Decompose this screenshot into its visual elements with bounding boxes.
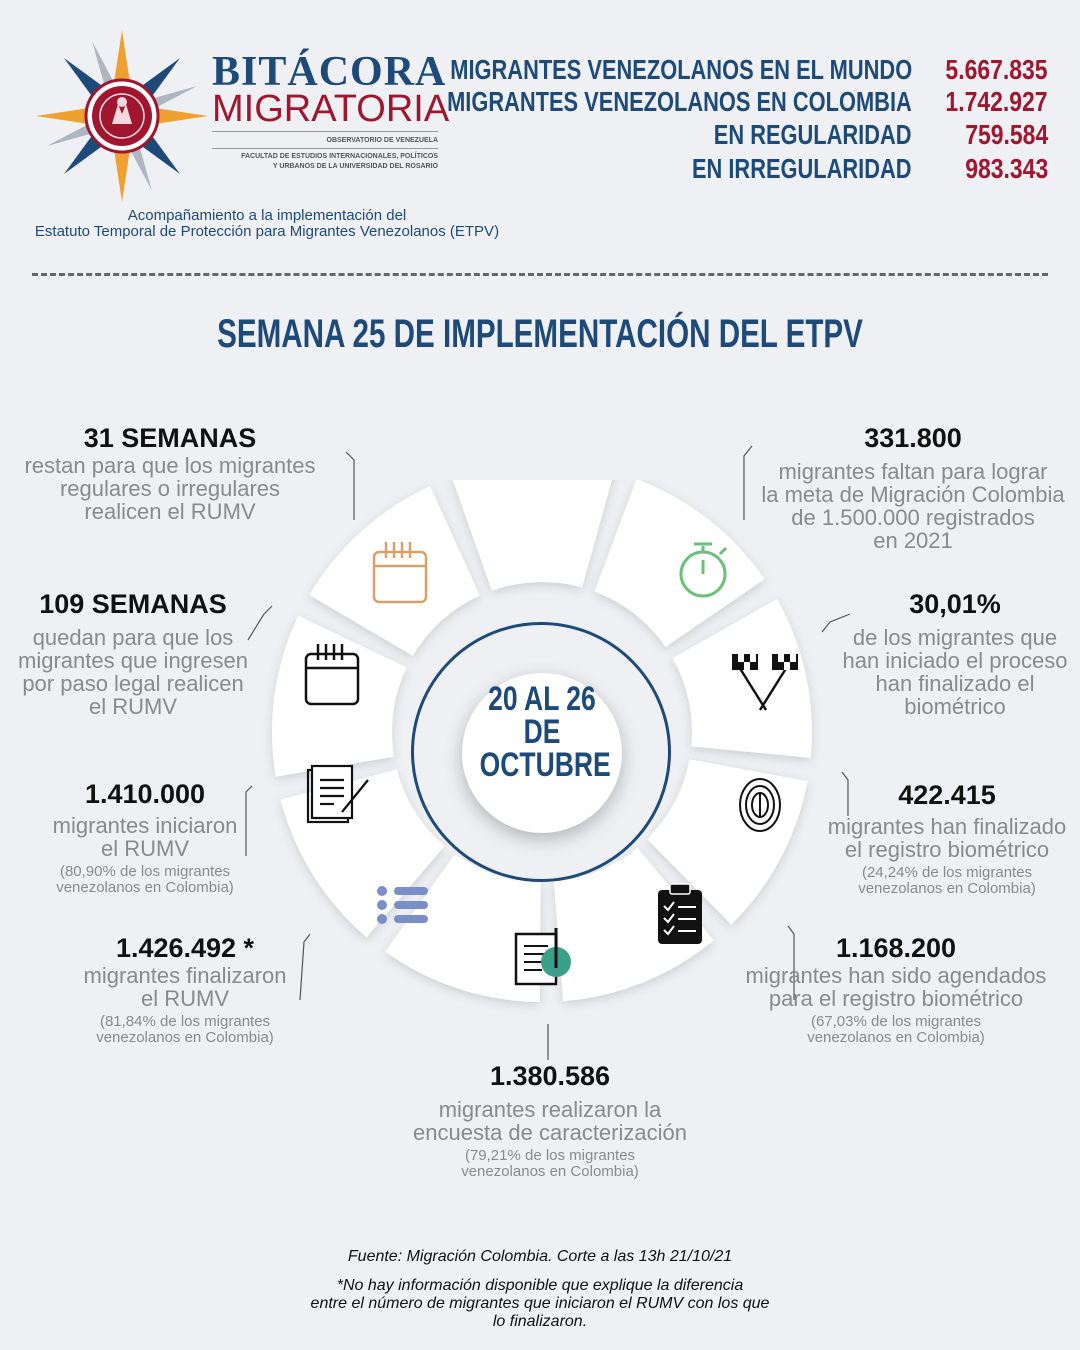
stat-label-world: MIGRANTES VENEZOLANOS EN EL MUNDO: [450, 54, 912, 85]
stat-biometric-desc1: migrantes han finalizado: [827, 814, 1067, 839]
stat-biometric-number: 422.415: [898, 780, 996, 810]
stat-scheduled-note1: (67,03% de los migrantes: [810, 1013, 982, 1030]
stat-31-weeks-desc2: regulares o irregulares: [59, 476, 281, 501]
stat-survey-desc2: encuesta de caracterización: [413, 1120, 687, 1145]
stat-value-colombia: 1.742.927: [945, 86, 1048, 117]
stat-block-started-rumv: [0, 779, 290, 896]
footer-note: [240, 1277, 840, 1331]
stat-label-regular: EN REGULARIDAD: [714, 119, 912, 150]
stat-scheduled-note2: venezolanos en Colombia): [807, 1029, 985, 1046]
stat-scheduled-number: 1.168.200: [835, 933, 957, 963]
stat-block-percent: [830, 589, 1080, 718]
footer-note-line1: *No hay información disponible que explique la diferencia: [336, 1277, 744, 1294]
stat-scheduled-desc1: migrantes han sido agendados: [745, 963, 1047, 988]
stat-survey-number: 1.380.586: [489, 1061, 611, 1091]
stat-percent-desc2: han iniciado el proceso: [842, 648, 1068, 673]
week-title: SEMANA 25 DE IMPLEMENTACIÓN DEL ETPV: [217, 312, 863, 356]
stat-label-colombia: MIGRANTES VENEZOLANOS EN COLOMBIA: [447, 86, 912, 117]
brand-title-1: BITÁCORA: [212, 49, 447, 95]
stat-block-biometric: [814, 780, 1080, 897]
stat-109-weeks-desc2: migrantes que ingresen: [18, 648, 248, 673]
stat-109-weeks-number: 109 SEMANAS: [39, 589, 227, 619]
stat-31-weeks-desc1: restan para que los migrantes: [24, 453, 316, 478]
stat-missing-desc1: migrantes faltan para lograr: [778, 459, 1048, 484]
stat-percent-desc4: biométrico: [904, 694, 1006, 719]
stat-missing-desc4: en 2021: [873, 528, 953, 553]
stat-scheduled-desc2: para el registro biométrico: [768, 986, 1024, 1011]
footer-note-line3: lo finalizaron.: [492, 1313, 588, 1330]
center-date-line1: 20 AL 26: [488, 680, 596, 718]
tagline-line2: Estatuto Temporal de Protección para Migrantes Venezolanos (ETPV): [34, 223, 500, 240]
brand-observatory: OBSERVATORIO DE VENEZUELA: [326, 137, 438, 144]
stat-label-irregular: EN IRREGULARIDAD: [692, 153, 912, 184]
stat-31-weeks-desc3: realicen el RUMV: [84, 499, 256, 524]
footer-source: Fuente: Migración Colombia. Corte a las 13h 21/10/21: [347, 1248, 733, 1265]
stat-finished-note1: (81,84% de los migrantes: [99, 1013, 271, 1030]
stat-value-world: 5.667.835: [945, 54, 1048, 85]
footer-note-line2: entre el número de migrantes que iniciaron el RUMV con los que: [310, 1295, 770, 1312]
stat-finished-note2: venezolanos en Colombia): [96, 1029, 274, 1046]
stat-percent-desc3: han finalizado el: [875, 671, 1035, 696]
stat-missing-desc2: la meta de Migración Colombia: [761, 482, 1065, 507]
stat-109-weeks-desc3: por paso legal realicen: [22, 671, 244, 696]
brand-faculty-line2: Y URBANOS DE LA UNIVERSIDAD DEL ROSARIO: [272, 163, 438, 170]
brand-title-2: MIGRATORIA: [212, 88, 450, 130]
stat-value-irregular: 983.343: [965, 153, 1048, 184]
stat-survey-note2: venezolanos en Colombia): [461, 1163, 639, 1180]
stat-109-weeks-desc4: el RUMV: [88, 694, 177, 719]
stat-finished-number: 1.426.492 *: [115, 933, 255, 963]
stat-block-scheduled: [726, 933, 1066, 1046]
stat-started-desc2: el RUMV: [100, 836, 189, 861]
stat-finished-desc1: migrantes finalizaron: [83, 963, 287, 988]
center-date-line2: DE: [523, 713, 561, 751]
stat-value-regular: 759.584: [965, 119, 1048, 150]
stat-percent-desc1: de los migrantes que: [852, 625, 1058, 650]
stat-percent-number: 30,01%: [909, 589, 1001, 619]
stat-finished-desc2: el RUMV: [140, 986, 229, 1011]
stat-started-note1: (80,90% de los migrantes: [59, 863, 231, 880]
stat-started-desc1: migrantes iniciaron: [52, 813, 238, 838]
stat-block-31-weeks: [0, 423, 340, 523]
stat-biometric-note1: (24,24% de los migrantes: [861, 864, 1033, 881]
stat-started-note2: venezolanos en Colombia): [56, 879, 234, 896]
stat-block-finished-rumv: [40, 933, 330, 1046]
stat-biometric-note2: venezolanos en Colombia): [858, 880, 1036, 897]
stat-block-109-weeks: [0, 589, 266, 718]
stat-31-weeks-number: 31 SEMANAS: [83, 423, 257, 453]
stat-started-number: 1.410.000: [84, 779, 206, 809]
stat-block-survey: [380, 1061, 720, 1180]
stat-missing-number: 331.800: [864, 423, 962, 453]
stat-biometric-desc2: el registro biométrico: [844, 837, 1050, 862]
center-date-line3: OCTUBRE: [479, 746, 611, 784]
stat-109-weeks-desc1: quedan para que los: [32, 625, 234, 650]
tagline-line1: Acompañamiento a la implementación del: [127, 207, 407, 224]
stat-block-missing: [748, 423, 1078, 552]
brand-faculty-line1: FACULTAD DE ESTUDIOS INTERNACIONALES, POLÍTICOS: [241, 153, 438, 160]
stat-survey-desc1: migrantes realizaron la: [438, 1097, 662, 1122]
stat-missing-desc3: de 1.500.000 registrados: [791, 505, 1035, 530]
stat-survey-note1: (79,21% de los migrantes: [464, 1147, 636, 1164]
